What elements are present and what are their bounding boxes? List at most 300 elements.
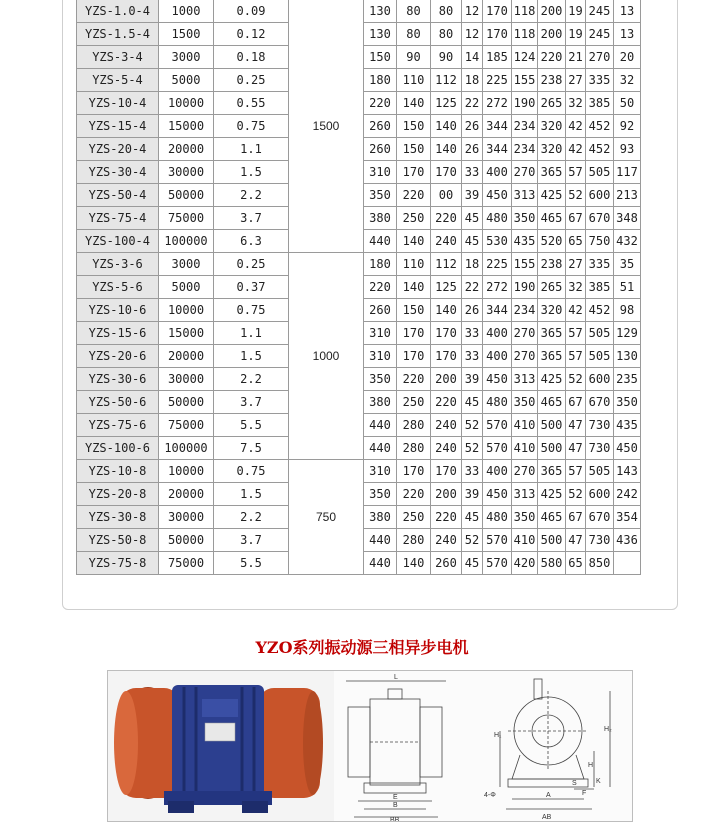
table-cell: 225: [483, 253, 512, 276]
table-cell: 140: [431, 299, 462, 322]
table-cell: 20000: [159, 345, 214, 368]
table-cell: 1.5: [214, 483, 289, 506]
table-cell: 234: [512, 299, 538, 322]
table-cell: 3000: [159, 253, 214, 276]
table-cell: 42: [566, 138, 586, 161]
table-cell: 170: [431, 345, 462, 368]
table-cell: 313: [512, 483, 538, 506]
table-cell: 30000: [159, 506, 214, 529]
table-cell: 385: [586, 92, 614, 115]
table-cell: 500: [538, 414, 566, 437]
table-cell: 260: [364, 299, 397, 322]
table-cell: 245: [586, 23, 614, 46]
table-cell: 33: [462, 322, 483, 345]
model-cell: YZS-75-4: [77, 207, 159, 230]
table-cell: 850: [586, 552, 614, 575]
table-cell: 125: [431, 276, 462, 299]
table-cell: 22: [462, 276, 483, 299]
table-cell: 47: [566, 529, 586, 552]
table-cell: 100000: [159, 230, 214, 253]
product-figure: [107, 670, 633, 822]
table-cell: 80: [397, 23, 431, 46]
table-cell: 0.25: [214, 253, 289, 276]
table-cell: 750: [586, 230, 614, 253]
table-cell: 52: [566, 483, 586, 506]
table-cell: 344: [483, 299, 512, 322]
table-cell: 240: [431, 529, 462, 552]
table-row: [77, 253, 641, 276]
svg-text:F: F: [582, 790, 587, 797]
table-cell: 436: [614, 529, 641, 552]
table-cell: 65: [566, 552, 586, 575]
table-cell: 57: [566, 322, 586, 345]
table-cell: 170: [397, 161, 431, 184]
table-cell: 140: [431, 115, 462, 138]
model-cell: YZS-1.5-4: [77, 23, 159, 46]
table-row: [77, 460, 641, 483]
table-cell: 350: [512, 207, 538, 230]
table-cell: 440: [364, 230, 397, 253]
table-cell: 200: [538, 23, 566, 46]
table-cell: 435: [512, 230, 538, 253]
table-cell: 65: [566, 230, 586, 253]
table-cell: 365: [538, 345, 566, 368]
table-cell: 200: [431, 368, 462, 391]
table-cell: 320: [538, 299, 566, 322]
table-cell: 240: [431, 437, 462, 460]
table-cell: 570: [483, 552, 512, 575]
table-cell: 310: [364, 345, 397, 368]
table-cell: 190: [512, 92, 538, 115]
side-view-labels: [484, 726, 612, 821]
table-cell: 80: [431, 23, 462, 46]
model-cell: YZS-30-6: [77, 368, 159, 391]
table-cell: 20000: [159, 483, 214, 506]
table-cell: 170: [431, 460, 462, 483]
table-cell: 14: [462, 46, 483, 69]
table-cell: 380: [364, 391, 397, 414]
table-cell: 21: [566, 46, 586, 69]
table-cell: 12: [462, 0, 483, 23]
table-cell: 480: [483, 391, 512, 414]
table-cell: 348: [614, 207, 641, 230]
table-cell: 117: [614, 161, 641, 184]
table-cell: 0.25: [214, 69, 289, 92]
table-cell: 320: [538, 138, 566, 161]
table-cell: 200: [538, 0, 566, 23]
table-cell: 110: [397, 253, 431, 276]
table-cell: 450: [614, 437, 641, 460]
table-cell: 270: [512, 460, 538, 483]
section-title: YZO系列振动源三相异步电机: [255, 638, 469, 657]
table-cell: 1.1: [214, 322, 289, 345]
side-view-drawing: [500, 679, 610, 809]
table-cell: 170: [397, 460, 431, 483]
table-cell: 265: [538, 92, 566, 115]
model-cell: YZS-5-4: [77, 69, 159, 92]
table-cell: 272: [483, 276, 512, 299]
table-cell: 140: [397, 276, 431, 299]
svg-text:L: L: [394, 674, 398, 681]
table-cell: 180: [364, 253, 397, 276]
table-cell: 130: [364, 0, 397, 23]
table-cell: 410: [512, 529, 538, 552]
table-cell: 42: [566, 115, 586, 138]
table-cell: 13: [614, 0, 641, 23]
table-cell: 240: [431, 230, 462, 253]
model-cell: YZS-20-6: [77, 345, 159, 368]
table-cell: 112: [431, 69, 462, 92]
table-cell: 200: [431, 483, 462, 506]
table-cell: 125: [431, 92, 462, 115]
table-cell: 0.75: [214, 460, 289, 483]
model-cell: YZS-5-6: [77, 276, 159, 299]
table-cell: 3.7: [214, 529, 289, 552]
table-cell: 67: [566, 391, 586, 414]
model-cell: YZS-10-8: [77, 460, 159, 483]
table-cell: 260: [364, 115, 397, 138]
model-cell: YZS-3-4: [77, 46, 159, 69]
model-cell: YZS-100-4: [77, 230, 159, 253]
svg-text:4-Φ: 4-Φ: [484, 792, 496, 799]
table-cell: 10000: [159, 92, 214, 115]
table-cell: 520: [538, 230, 566, 253]
table-cell: 450: [483, 483, 512, 506]
table-cell: 32: [614, 69, 641, 92]
table-cell: 33: [462, 460, 483, 483]
table-cell: 33: [462, 345, 483, 368]
table-cell: 365: [538, 322, 566, 345]
table-cell: 57: [566, 345, 586, 368]
table-cell: 354: [614, 506, 641, 529]
table-cell: 98: [614, 299, 641, 322]
table-cell: 5.5: [214, 414, 289, 437]
speed-cell: 1000: [289, 253, 364, 460]
table-cell: 440: [364, 552, 397, 575]
table-cell: 350: [364, 368, 397, 391]
table-cell: 410: [512, 414, 538, 437]
table-cell: 250: [397, 207, 431, 230]
table-cell: 52: [462, 529, 483, 552]
table-cell: 26: [462, 138, 483, 161]
table-cell: 124: [512, 46, 538, 69]
table-cell: 80: [431, 0, 462, 23]
table-cell: 33: [462, 161, 483, 184]
table-cell: 505: [586, 345, 614, 368]
table-cell: 5000: [159, 69, 214, 92]
table-cell: 500: [538, 529, 566, 552]
table-cell: 670: [586, 391, 614, 414]
table-cell: 344: [483, 115, 512, 138]
table-cell: 440: [364, 437, 397, 460]
table-cell: 350: [364, 483, 397, 506]
table-cell: 0.37: [214, 276, 289, 299]
table-cell: 600: [586, 184, 614, 207]
table-cell: 452: [586, 115, 614, 138]
table-cell: 0.75: [214, 299, 289, 322]
table-cell: 118: [512, 0, 538, 23]
speed-cell: 750: [289, 460, 364, 575]
table-cell: 265: [538, 276, 566, 299]
table-cell: 42: [566, 299, 586, 322]
table-cell: 400: [483, 161, 512, 184]
table-cell: 19: [566, 23, 586, 46]
table-cell: 435: [614, 414, 641, 437]
table-cell: 505: [586, 161, 614, 184]
table-cell: 670: [586, 207, 614, 230]
table-cell: 235: [614, 368, 641, 391]
table-cell: 480: [483, 207, 512, 230]
table-cell: 2.2: [214, 368, 289, 391]
table-cell: 140: [431, 138, 462, 161]
table-cell: 112: [431, 253, 462, 276]
table-cell: 220: [397, 483, 431, 506]
table-cell: 170: [431, 322, 462, 345]
table-cell: 26: [462, 299, 483, 322]
table-cell: 35: [614, 253, 641, 276]
table-cell: 90: [431, 46, 462, 69]
table-cell: 45: [462, 506, 483, 529]
table-cell: 185: [483, 46, 512, 69]
table-cell: 92: [614, 115, 641, 138]
table-cell: 00: [431, 184, 462, 207]
table-cell: 600: [586, 483, 614, 506]
model-cell: YZS-10-4: [77, 92, 159, 115]
table-cell: 0.55: [214, 92, 289, 115]
table-cell: 155: [512, 69, 538, 92]
table-cell: 505: [586, 460, 614, 483]
table-cell: 670: [586, 506, 614, 529]
table-cell: 450: [483, 184, 512, 207]
table-cell: 1000: [159, 0, 214, 23]
model-cell: YZS-75-6: [77, 414, 159, 437]
table-cell: 425: [538, 368, 566, 391]
table-cell: 505: [586, 322, 614, 345]
table-cell: 452: [586, 138, 614, 161]
table-cell: 3000: [159, 46, 214, 69]
table-cell: 465: [538, 207, 566, 230]
table-cell: 170: [483, 23, 512, 46]
table-cell: 32: [566, 276, 586, 299]
table-cell: 0.18: [214, 46, 289, 69]
table-cell: 425: [538, 483, 566, 506]
table-cell: 220: [397, 368, 431, 391]
table-cell: 365: [538, 161, 566, 184]
table-cell: 10000: [159, 299, 214, 322]
table-cell: 1.5: [214, 161, 289, 184]
table-cell: 238: [538, 69, 566, 92]
table-cell: 27: [566, 253, 586, 276]
model-cell: YZS-15-4: [77, 115, 159, 138]
table-cell: 155: [512, 253, 538, 276]
table-cell: 225: [483, 69, 512, 92]
table-cell: 730: [586, 414, 614, 437]
table-cell: 240: [431, 414, 462, 437]
table-cell: 310: [364, 460, 397, 483]
table-cell: 10000: [159, 460, 214, 483]
table-cell: 51: [614, 276, 641, 299]
svg-text:H: H: [588, 762, 594, 769]
model-cell: YZS-15-6: [77, 322, 159, 345]
table-cell: [614, 552, 641, 575]
table-cell: 234: [512, 138, 538, 161]
table-cell: 250: [397, 391, 431, 414]
table-cell: 39: [462, 184, 483, 207]
table-cell: 150: [397, 138, 431, 161]
table-cell: 270: [512, 345, 538, 368]
table-cell: 93: [614, 138, 641, 161]
table-cell: 260: [431, 552, 462, 575]
table-cell: 47: [566, 414, 586, 437]
model-cell: YZS-10-6: [77, 299, 159, 322]
table-cell: 570: [483, 529, 512, 552]
table-cell: 150: [397, 299, 431, 322]
table-cell: 39: [462, 368, 483, 391]
table-row: [77, 0, 641, 23]
svg-text:A: A: [546, 792, 551, 799]
table-cell: 52: [462, 414, 483, 437]
table-cell: 7.5: [214, 437, 289, 460]
table-cell: 5.5: [214, 552, 289, 575]
table-cell: 150: [364, 46, 397, 69]
table-cell: 67: [566, 506, 586, 529]
table-cell: 500: [538, 437, 566, 460]
model-cell: YZS-75-8: [77, 552, 159, 575]
model-cell: YZS-1.0-4: [77, 0, 159, 23]
table-cell: 143: [614, 460, 641, 483]
table-cell: 440: [364, 414, 397, 437]
table-cell: 270: [586, 46, 614, 69]
table-cell: 250: [397, 506, 431, 529]
model-cell: YZS-3-6: [77, 253, 159, 276]
table-cell: 20000: [159, 138, 214, 161]
table-cell: 280: [397, 529, 431, 552]
table-cell: 1.5: [214, 345, 289, 368]
table-cell: 220: [431, 506, 462, 529]
table-cell: 580: [538, 552, 566, 575]
table-cell: 26: [462, 115, 483, 138]
table-cell: 45: [462, 552, 483, 575]
table-cell: 170: [483, 0, 512, 23]
table-cell: 350: [614, 391, 641, 414]
table-cell: 313: [512, 184, 538, 207]
table-cell: 20: [614, 46, 641, 69]
table-cell: 313: [512, 368, 538, 391]
table-cell: 234: [512, 115, 538, 138]
table-cell: 310: [364, 322, 397, 345]
table-cell: 50000: [159, 184, 214, 207]
table-cell: 32: [566, 92, 586, 115]
table-cell: 57: [566, 460, 586, 483]
svg-text:H₁: H₁: [494, 732, 502, 739]
table-cell: 400: [483, 345, 512, 368]
table-cell: 67: [566, 207, 586, 230]
table-cell: 242: [614, 483, 641, 506]
table-cell: 45: [462, 207, 483, 230]
table-cell: 410: [512, 437, 538, 460]
spec-table-body: [77, 0, 641, 575]
table-cell: 730: [586, 437, 614, 460]
table-cell: 425: [538, 184, 566, 207]
table-cell: 6.3: [214, 230, 289, 253]
table-cell: 238: [538, 253, 566, 276]
table-cell: 18: [462, 69, 483, 92]
table-cell: 220: [364, 276, 397, 299]
table-cell: 385: [586, 276, 614, 299]
svg-text:AB: AB: [542, 814, 552, 821]
table-cell: 272: [483, 92, 512, 115]
svg-text:E: E: [393, 794, 398, 801]
model-cell: YZS-50-6: [77, 391, 159, 414]
table-cell: 47: [566, 437, 586, 460]
table-cell: 75000: [159, 552, 214, 575]
table-cell: 5000: [159, 276, 214, 299]
table-cell: 380: [364, 506, 397, 529]
table-cell: 570: [483, 437, 512, 460]
table-cell: 3.7: [214, 207, 289, 230]
table-cell: 320: [538, 115, 566, 138]
table-cell: 45: [462, 391, 483, 414]
table-cell: 730: [586, 529, 614, 552]
table-cell: 75000: [159, 414, 214, 437]
table-cell: 140: [397, 552, 431, 575]
table-cell: 365: [538, 460, 566, 483]
table-cell: 180: [364, 69, 397, 92]
table-cell: 600: [586, 368, 614, 391]
table-cell: 2.2: [214, 506, 289, 529]
table-cell: 39: [462, 483, 483, 506]
table-cell: 420: [512, 552, 538, 575]
table-cell: 270: [512, 161, 538, 184]
model-cell: YZS-50-8: [77, 529, 159, 552]
table-cell: 45: [462, 230, 483, 253]
front-view-labels: [390, 674, 400, 822]
table-cell: 52: [462, 437, 483, 460]
table-cell: 3.7: [214, 391, 289, 414]
table-cell: 80: [397, 0, 431, 23]
model-cell: YZS-30-4: [77, 161, 159, 184]
table-cell: 213: [614, 184, 641, 207]
table-cell: 170: [397, 345, 431, 368]
table-cell: 570: [483, 414, 512, 437]
table-cell: 22: [462, 92, 483, 115]
table-cell: 220: [364, 92, 397, 115]
table-cell: 15000: [159, 322, 214, 345]
table-cell: 450: [483, 368, 512, 391]
table-cell: 170: [431, 161, 462, 184]
table-cell: 0.09: [214, 0, 289, 23]
table-cell: 245: [586, 0, 614, 23]
table-cell: 2.2: [214, 184, 289, 207]
table-cell: 480: [483, 506, 512, 529]
table-cell: 140: [397, 230, 431, 253]
table-cell: 310: [364, 161, 397, 184]
model-cell: YZS-50-4: [77, 184, 159, 207]
table-cell: 30000: [159, 161, 214, 184]
svg-text:H₂: H₂: [604, 726, 612, 733]
table-cell: 1.1: [214, 138, 289, 161]
table-cell: 110: [397, 69, 431, 92]
table-cell: 100000: [159, 437, 214, 460]
table-cell: 170: [397, 322, 431, 345]
motor-photo: [108, 671, 334, 822]
table-cell: 52: [566, 368, 586, 391]
model-cell: YZS-100-6: [77, 437, 159, 460]
table-cell: 27: [566, 69, 586, 92]
table-cell: 30000: [159, 368, 214, 391]
table-cell: 280: [397, 437, 431, 460]
speed-cell: 1500: [289, 0, 364, 253]
